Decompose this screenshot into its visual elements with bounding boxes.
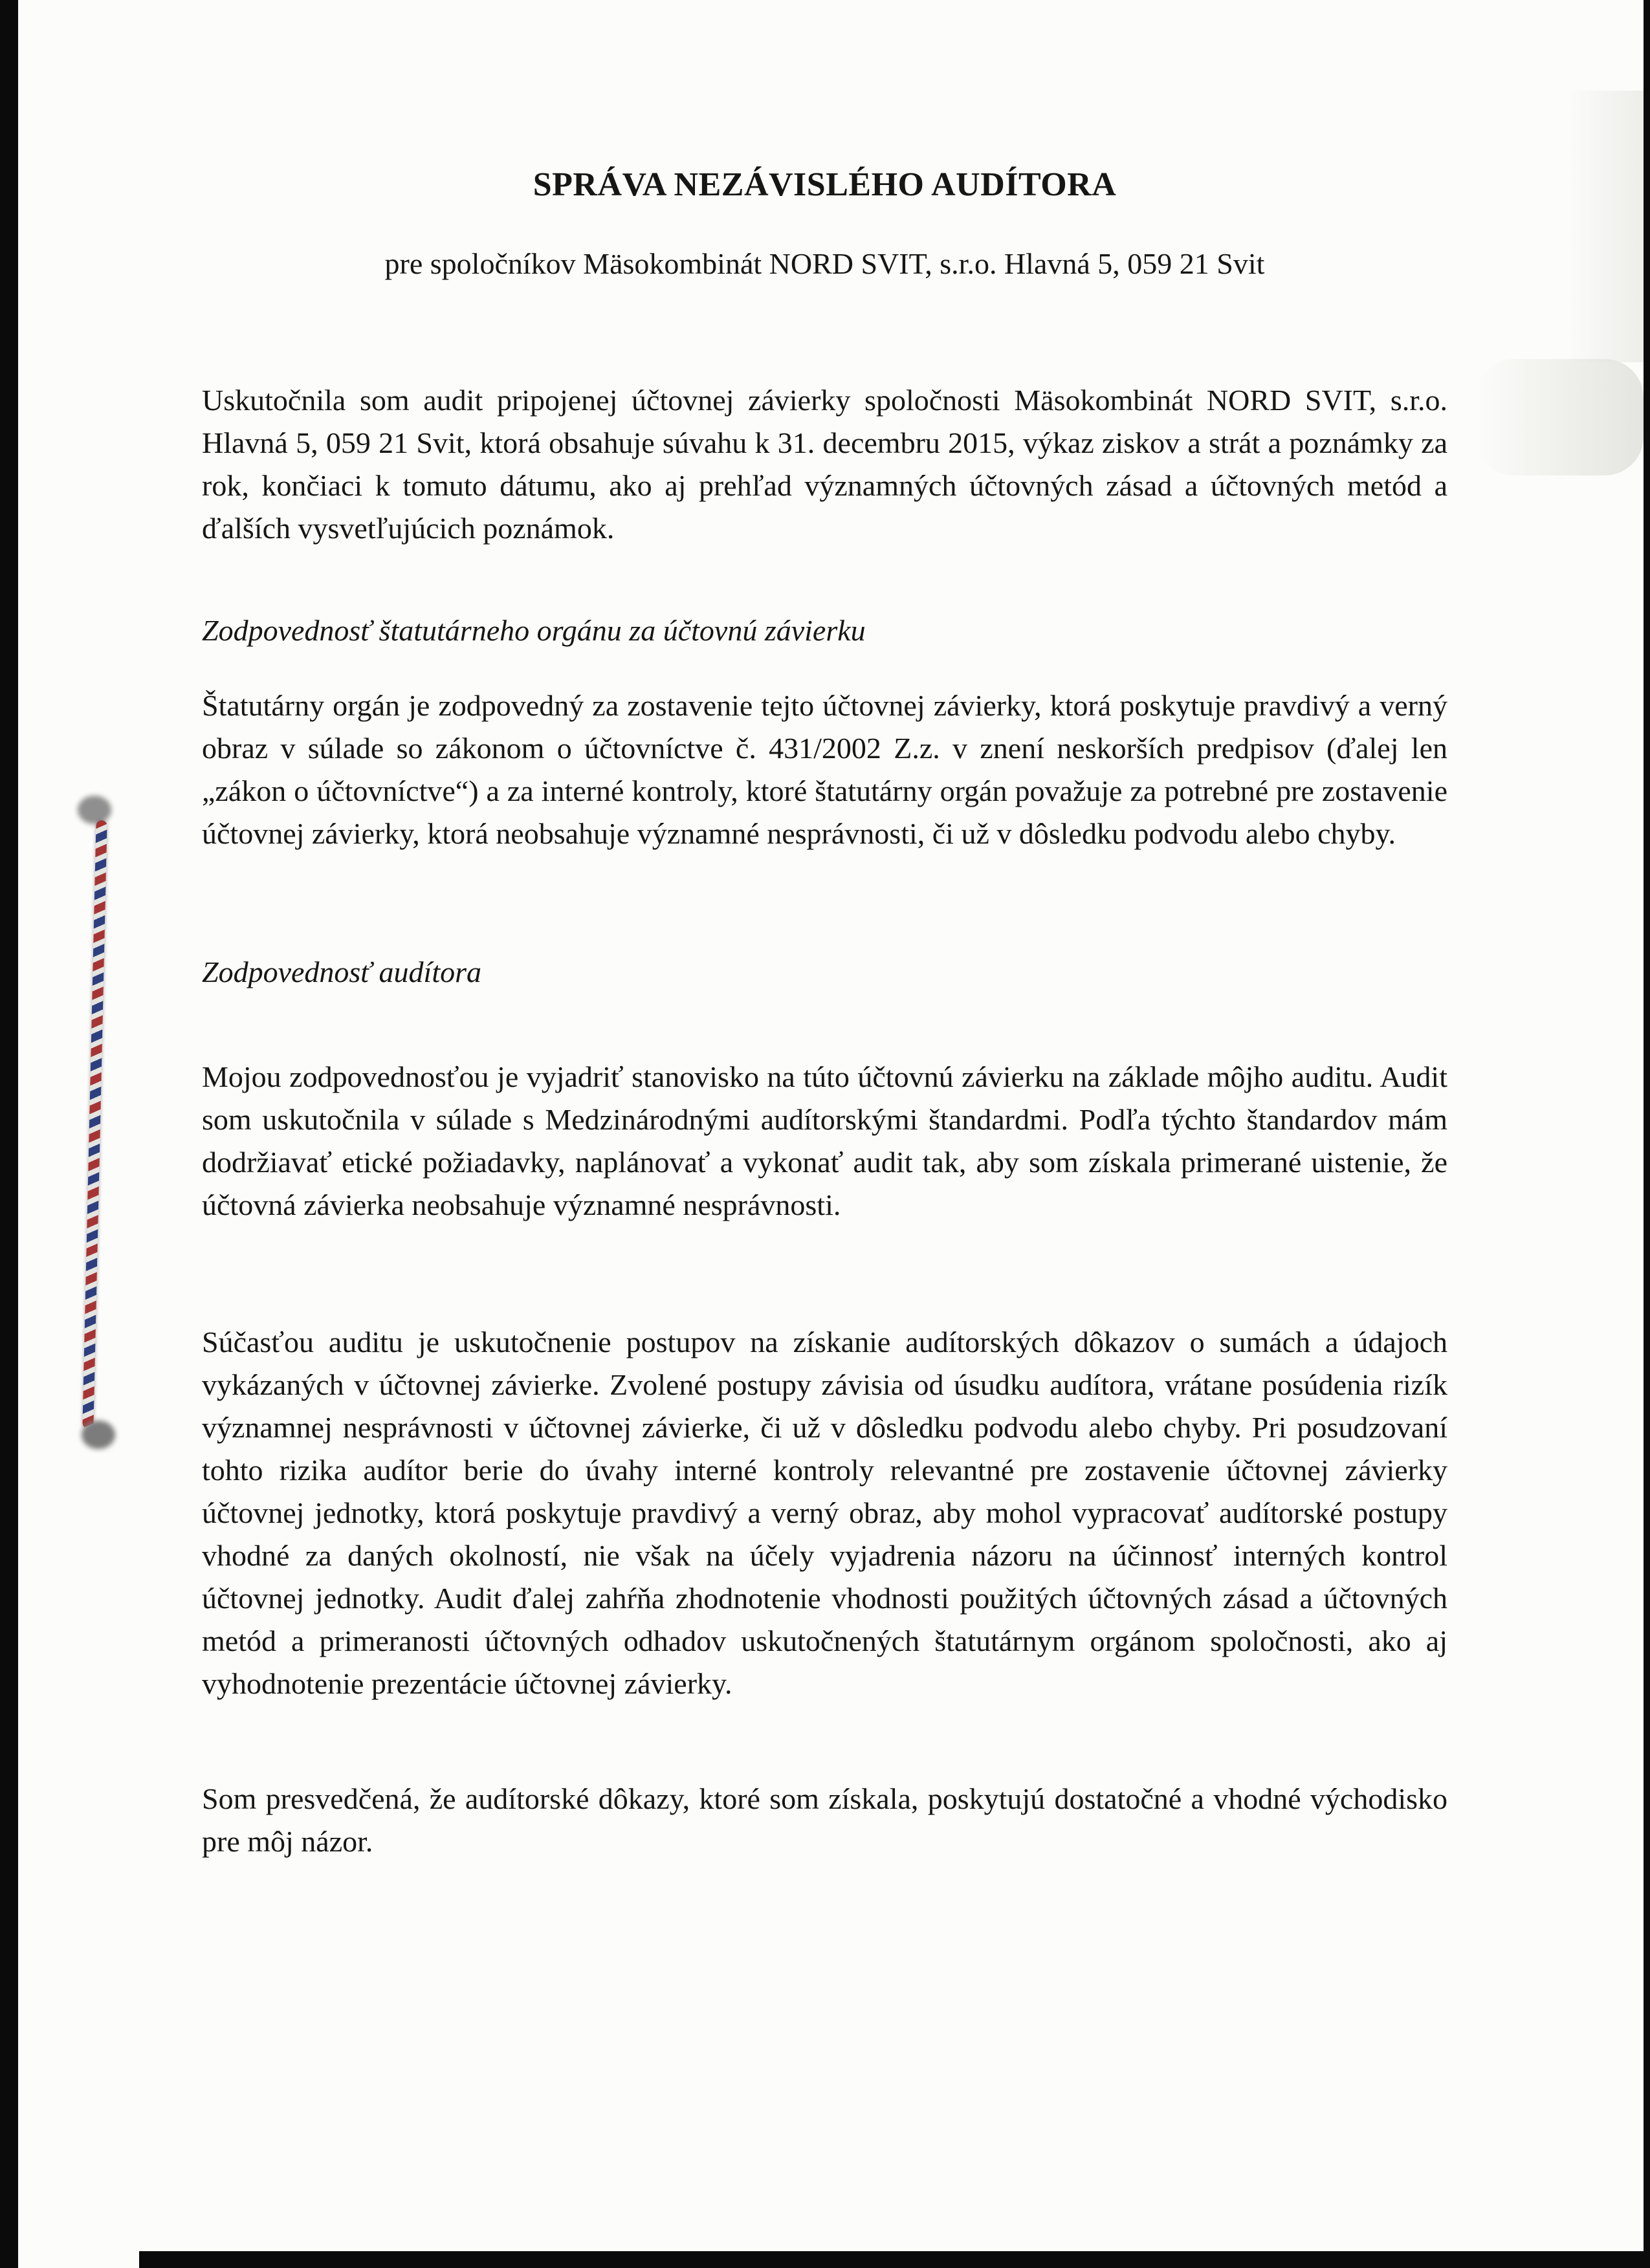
cord-pompom-bottom-icon <box>82 1421 115 1449</box>
paragraph-conclusion: Som presvedčená, že audítorské dôkazy, ktoré som získala, poskytujú dostatočné a vhodné východisko pre môj názor. <box>202 1782 1447 1858</box>
document-title: SPRÁVA NEZÁVISLÉHO AUDÍTORA <box>533 166 1117 203</box>
paragraph-auditor-responsibility: Mojou zodpovednosťou je vyjadriť stanovisko na túto účtovnú závierku na základe môjho auditu. Audit som uskutočnila v súlade s Medzinárodnými audítorskými štandardmi. Podľa týchto štandardov mám dodržiavať etické požiadavky, naplánovať a vykonať audit tak, aby som získala primerané uistenie, že účtovná závierka neobsahuje významné nesprávnosti. <box>202 1060 1447 1221</box>
paragraph-audit-intro: Uskutočnila som audit pripojenej účtovnej závierky spoločnosti Mäsokombinát NORD SVIT, s.r.o. Hlavná 5, 059 21 Svit, ktorá obsahuje súvahu k 31. decembru 2015, výkaz ziskov a strát a poznámky za rok, končiaci k tomuto dátumu, ako aj prehľad významných účtovných zásad a účtovných metód a ďalších vysvetľujúcich poznámok. <box>202 384 1447 545</box>
scan-shadow-top-right <box>1566 91 1644 362</box>
scan-shadow-right <box>1475 359 1644 475</box>
document-recipient-line: pre spoločníkov Mäsokombinát NORD SVIT, s.r.o. Hlavná 5, 059 21 Svit <box>384 247 1265 280</box>
cord-string <box>82 820 107 1428</box>
scan-edge-bottom <box>139 2251 1650 2268</box>
paragraph-management-responsibility: Štatutárny orgán je zodpovedný za zostavenie tejto účtovnej závierky, ktorá poskytuje pravdivý a verný obraz v súlade so zákonom o účtovníctve č. 431/2002 Z.z. v znení neskorších predpisov (ďalej len „zákon o účtovníctve“) a za interné kontroly, ktoré štatutárny orgán považuje za potrebné pre zostavenie účtovnej závierky, ktorá neobsahuje významné nesprávnosti, či už v dôsledku podvodu alebo chyby. <box>202 689 1447 850</box>
document-content <box>202 165 1447 1863</box>
scan-edge-right <box>1644 0 1650 2268</box>
section-heading-auditor-responsibility: Zodpovednosť audítora <box>202 955 482 988</box>
binding-cord <box>70 796 128 1456</box>
section-heading-management-responsibility: Zodpovednosť štatutárneho orgánu za účtovnú závierku <box>202 614 866 647</box>
scan-edge-left <box>0 0 18 2268</box>
paragraph-audit-scope: Súčasťou auditu je uskutočnenie postupov na získanie audítorských dôkazov o sumách a údajoch vykázaných v účtovnej závierke. Zvolené postupy závisia od úsudku audítora, vrátane posúdenia rizík významnej nesprávnosti v účtovnej závierke, či už v dôsledku podvodu alebo chyby. Pri posudzovaní tohto rizika audítor berie do úvahy interné kontroly relevantné pre zostavenie účtovnej závierky účtovnej jednotky, ktorá poskytuje pravdivý a verný obraz, aby mohol vypracovať audítorské postupy vhodné za daných okolností, nie však na účely vyjadrenia názoru na účinnosť interných kontrol účtovnej jednotky. Audit ďalej zahŕňa zhodnotenie vhodnosti použitých účtovných zásad a účtovných metód a primeranosti účtovných odhadov uskutočnených štatutárnym orgánom spoločnosti, ako aj vyhodnotenie prezentácie účtovnej závierky. <box>202 1325 1447 1700</box>
cord-pompom-top-icon <box>78 796 111 824</box>
